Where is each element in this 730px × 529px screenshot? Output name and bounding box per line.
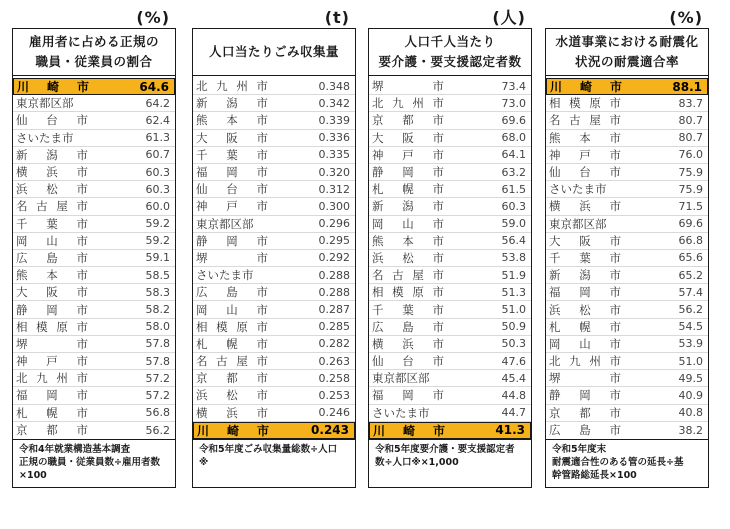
unit-label: (t) xyxy=(324,8,350,27)
city-value: 50.3 xyxy=(501,337,526,351)
city-value: 51.9 xyxy=(501,268,526,282)
city-value: 64.1 xyxy=(501,148,526,162)
table-row xyxy=(369,405,531,422)
table-row xyxy=(13,233,175,250)
city-name: 岡 山 市 xyxy=(549,336,621,351)
city-value: 44.8 xyxy=(501,388,526,402)
city-name: 浜 松 市 xyxy=(549,302,621,317)
city-name: 仙 台 市 xyxy=(16,113,88,128)
city-value: 56.2 xyxy=(145,423,170,437)
table-row xyxy=(193,301,355,318)
table-row xyxy=(369,267,531,284)
city-name: 静 岡 市 xyxy=(549,388,621,403)
city-value: 51.3 xyxy=(501,285,526,299)
table-row xyxy=(193,233,355,250)
table-row xyxy=(13,284,175,301)
city-name: 東京都区部 xyxy=(196,216,254,231)
unit-label: (人) xyxy=(492,8,526,27)
table-row xyxy=(546,405,708,422)
city-value: 47.6 xyxy=(501,354,526,368)
city-value: 0.253 xyxy=(318,388,350,402)
city-name: 名 古 屋 市 xyxy=(549,113,621,128)
table-row xyxy=(369,147,531,164)
city-value: 58.0 xyxy=(145,320,170,334)
table-row xyxy=(546,387,708,404)
city-name: 札 幌 市 xyxy=(196,336,268,351)
city-name: 北 九 州 市 xyxy=(196,79,268,94)
city-value: 59.2 xyxy=(145,217,170,231)
city-name: 名 古 屋 市 xyxy=(372,268,444,283)
city-value: 0.243 xyxy=(311,423,349,438)
table-row xyxy=(369,181,531,198)
table-row xyxy=(13,336,175,353)
city-value: 59.1 xyxy=(145,251,170,265)
city-name: 川 崎 市 xyxy=(17,80,89,95)
ranking-table xyxy=(12,28,176,440)
table-row xyxy=(13,198,175,215)
table-row xyxy=(369,164,531,181)
city-name: 熊 本 市 xyxy=(372,233,444,248)
city-name: 福 岡 市 xyxy=(16,388,88,403)
city-value: 60.3 xyxy=(145,165,170,179)
city-name: 浜 松 市 xyxy=(372,250,444,265)
city-value: 73.4 xyxy=(501,79,526,93)
city-name: 堺 市 xyxy=(372,79,444,94)
city-name: 横 浜 市 xyxy=(372,336,444,351)
city-value: 0.258 xyxy=(318,371,350,385)
table-row xyxy=(546,130,708,147)
city-name: 札 幌 市 xyxy=(372,182,444,197)
city-name: 熊 本 市 xyxy=(549,130,621,145)
city-name: 岡 山 市 xyxy=(196,302,268,317)
city-value: 57.8 xyxy=(145,354,170,368)
city-value: 49.5 xyxy=(678,371,703,385)
table-title: 人口千人当たり 要介護・要支援認定者数 xyxy=(369,29,531,76)
city-name: 横 浜 市 xyxy=(16,165,88,180)
table-row xyxy=(546,112,708,129)
city-name: 相 模 原 市 xyxy=(549,96,621,111)
city-name: 新 潟 市 xyxy=(196,96,268,111)
city-value: 76.0 xyxy=(678,148,703,162)
city-name: 堺 市 xyxy=(196,250,268,265)
city-value: 38.2 xyxy=(678,423,703,437)
table-row xyxy=(193,130,355,147)
city-value: 60.0 xyxy=(145,199,170,213)
city-value: 56.4 xyxy=(501,234,526,248)
city-name: 静 岡 市 xyxy=(16,302,88,317)
panel-care-certified xyxy=(368,8,532,488)
city-name: 札 幌 市 xyxy=(16,405,88,420)
table-row xyxy=(193,216,355,233)
table-row xyxy=(369,198,531,215)
table-row xyxy=(369,301,531,318)
city-value: 51.0 xyxy=(501,303,526,317)
city-name: 神 戸 市 xyxy=(549,147,621,162)
city-value: 73.0 xyxy=(501,96,526,110)
city-name: さいたま市 xyxy=(549,182,607,197)
city-name: 大 阪 市 xyxy=(196,130,268,145)
table-row xyxy=(546,422,708,439)
city-name: さいたま市 xyxy=(372,405,430,420)
table-row xyxy=(13,319,175,336)
highlight-row-kawasaki xyxy=(369,422,531,439)
city-name: 川 崎 市 xyxy=(373,423,445,438)
table-row xyxy=(546,319,708,336)
city-name: 静 岡 市 xyxy=(372,165,444,180)
city-name: 京 都 市 xyxy=(372,113,444,128)
table-row xyxy=(13,95,175,112)
city-value: 56.2 xyxy=(678,303,703,317)
city-name: 仙 台 市 xyxy=(196,182,268,197)
city-value: 44.7 xyxy=(501,406,526,420)
table-row xyxy=(193,405,355,422)
table-row xyxy=(369,336,531,353)
city-value: 75.9 xyxy=(678,182,703,196)
city-value: 61.3 xyxy=(145,131,170,145)
city-value: 53.8 xyxy=(501,251,526,265)
table-row xyxy=(13,422,175,439)
table-row xyxy=(13,250,175,267)
table-row xyxy=(546,370,708,387)
panel-garbage-per-capita xyxy=(192,8,356,488)
city-name: 堺 市 xyxy=(16,336,88,351)
city-value: 71.5 xyxy=(678,199,703,213)
city-value: 64.2 xyxy=(145,96,170,110)
ranking-rows xyxy=(369,76,531,439)
city-value: 57.8 xyxy=(145,337,170,351)
table-row xyxy=(13,370,175,387)
table-row xyxy=(13,164,175,181)
table-row xyxy=(369,78,531,95)
table-title: 雇用者に占める正規の 職員・従業員の割合 xyxy=(13,29,175,76)
ranking-table xyxy=(192,28,356,440)
city-name: 新 潟 市 xyxy=(372,199,444,214)
panel-water-quake-resistance xyxy=(545,8,709,488)
city-value: 60.7 xyxy=(145,148,170,162)
table-row xyxy=(546,216,708,233)
table-row xyxy=(369,233,531,250)
city-value: 69.6 xyxy=(678,217,703,231)
city-name: 千 葉 市 xyxy=(372,302,444,317)
city-name: 広 島 市 xyxy=(372,319,444,334)
city-name: 仙 台 市 xyxy=(549,165,621,180)
table-row xyxy=(193,78,355,95)
table-row xyxy=(369,112,531,129)
city-name: 福 岡 市 xyxy=(196,165,268,180)
table-row xyxy=(193,387,355,404)
table-row xyxy=(546,267,708,284)
highlight-row-kawasaki xyxy=(193,422,355,439)
table-row xyxy=(369,95,531,112)
city-name: 札 幌 市 xyxy=(549,319,621,334)
city-name: 熊 本 市 xyxy=(196,113,268,128)
city-value: 45.4 xyxy=(501,371,526,385)
city-value: 60.3 xyxy=(501,199,526,213)
city-name: 神 戸 市 xyxy=(196,199,268,214)
table-row xyxy=(193,198,355,215)
city-value: 57.2 xyxy=(145,371,170,385)
city-name: 川 崎 市 xyxy=(197,423,269,438)
city-name: 新 潟 市 xyxy=(16,147,88,162)
city-name: 大 阪 市 xyxy=(549,233,621,248)
city-name: 福 岡 市 xyxy=(549,285,621,300)
table-row xyxy=(13,387,175,404)
city-value: 0.282 xyxy=(318,337,350,351)
city-name: 京 都 市 xyxy=(16,423,88,438)
table-row xyxy=(193,370,355,387)
table-title: 人口当たりごみ収集量 xyxy=(193,29,355,76)
city-name: 名 古 屋 市 xyxy=(196,354,268,369)
city-value: 59.2 xyxy=(145,234,170,248)
ranking-rows xyxy=(546,76,708,439)
table-row xyxy=(13,181,175,198)
table-row xyxy=(193,164,355,181)
city-name: 広 島 市 xyxy=(196,285,268,300)
city-name: 熊 本 市 xyxy=(16,268,88,283)
table-row xyxy=(546,233,708,250)
city-value: 0.312 xyxy=(318,182,350,196)
table-row xyxy=(546,181,708,198)
city-name: 千 葉 市 xyxy=(16,216,88,231)
ranking-table xyxy=(368,28,532,440)
table-row xyxy=(546,353,708,370)
city-value: 0.342 xyxy=(318,96,350,110)
unit-label: (%) xyxy=(669,8,703,27)
city-name: 広 島 市 xyxy=(16,250,88,265)
table-row xyxy=(546,198,708,215)
city-value: 50.9 xyxy=(501,320,526,334)
table-row xyxy=(193,267,355,284)
city-value: 0.296 xyxy=(318,217,350,231)
city-name: 岡 山 市 xyxy=(372,216,444,231)
city-name: 広 島 市 xyxy=(549,423,621,438)
table-row xyxy=(13,147,175,164)
city-value: 0.335 xyxy=(318,148,350,162)
city-name: 川 崎 市 xyxy=(550,80,622,95)
ranking-rows xyxy=(193,76,355,439)
city-name: さいたま市 xyxy=(16,130,74,145)
source-note: 令和5年度要介護・要支援認定者 数÷人口※×1,000 xyxy=(368,440,532,488)
table-row xyxy=(369,250,531,267)
table-row xyxy=(546,250,708,267)
city-name: 浜 松 市 xyxy=(16,182,88,197)
city-value: 80.7 xyxy=(678,131,703,145)
city-value: 56.8 xyxy=(145,406,170,420)
table-row xyxy=(546,147,708,164)
city-name: 相 模 原 市 xyxy=(16,319,88,334)
table-row xyxy=(13,301,175,318)
table-row xyxy=(193,147,355,164)
table-row xyxy=(193,319,355,336)
table-row xyxy=(13,267,175,284)
city-name: 福 岡 市 xyxy=(372,388,444,403)
city-name: 東京都区部 xyxy=(372,371,430,386)
table-row xyxy=(369,370,531,387)
city-name: 北 九 州 市 xyxy=(16,371,88,386)
panel-regular-employment xyxy=(12,8,176,488)
city-value: 40.9 xyxy=(678,388,703,402)
city-name: 相 模 原 市 xyxy=(372,285,444,300)
city-value: 53.9 xyxy=(678,337,703,351)
city-name: 堺 市 xyxy=(549,371,621,386)
city-value: 68.0 xyxy=(501,131,526,145)
city-value: 41.3 xyxy=(495,423,525,438)
city-name: 相 模 原 市 xyxy=(196,319,268,334)
city-value: 0.288 xyxy=(318,285,350,299)
city-name: 仙 台 市 xyxy=(372,354,444,369)
ranking-table xyxy=(545,28,709,440)
city-value: 0.348 xyxy=(318,79,350,93)
city-value: 80.7 xyxy=(678,113,703,127)
city-value: 0.295 xyxy=(318,234,350,248)
table-row xyxy=(13,405,175,422)
city-name: 新 潟 市 xyxy=(549,268,621,283)
table-row xyxy=(193,250,355,267)
city-name: 名 古 屋 市 xyxy=(16,199,88,214)
city-value: 58.3 xyxy=(145,285,170,299)
city-value: 57.2 xyxy=(145,388,170,402)
ranking-rows xyxy=(13,76,175,439)
city-name: 神 戸 市 xyxy=(372,147,444,162)
table-row xyxy=(193,181,355,198)
table-row xyxy=(369,319,531,336)
city-name: 岡 山 市 xyxy=(16,233,88,248)
table-row xyxy=(13,353,175,370)
table-row xyxy=(546,164,708,181)
city-name: 大 阪 市 xyxy=(16,285,88,300)
city-value: 58.5 xyxy=(145,268,170,282)
table-row xyxy=(369,353,531,370)
city-value: 0.292 xyxy=(318,251,350,265)
table-row xyxy=(193,95,355,112)
city-value: 0.339 xyxy=(318,113,350,127)
city-value: 88.1 xyxy=(672,79,702,94)
city-name: 横 浜 市 xyxy=(196,405,268,420)
city-value: 0.300 xyxy=(318,199,350,213)
city-name: さいたま市 xyxy=(196,268,254,283)
city-value: 60.3 xyxy=(145,182,170,196)
city-name: 大 阪 市 xyxy=(372,130,444,145)
table-row xyxy=(13,216,175,233)
city-value: 64.6 xyxy=(139,79,169,94)
unit-label: (%) xyxy=(136,8,170,27)
city-value: 54.5 xyxy=(678,320,703,334)
city-name: 東京都区部 xyxy=(549,216,607,231)
highlight-row-kawasaki xyxy=(546,78,708,95)
table-title: 水道事業における耐震化 状況の耐震適合率 xyxy=(546,29,708,76)
city-value: 62.4 xyxy=(145,113,170,127)
table-row xyxy=(546,336,708,353)
city-name: 京 都 市 xyxy=(196,371,268,386)
city-value: 57.4 xyxy=(678,285,703,299)
table-row xyxy=(369,284,531,301)
source-note: 令和5年度末 耐震適合性のある管の延長÷基 幹管路総延長×100 xyxy=(545,440,709,488)
city-value: 83.7 xyxy=(678,96,703,110)
source-note: 令和5年度ごみ収集量総数÷人口 ※ xyxy=(192,440,356,488)
table-row xyxy=(193,336,355,353)
city-value: 0.246 xyxy=(318,406,350,420)
city-value: 61.5 xyxy=(501,182,526,196)
city-value: 75.9 xyxy=(678,165,703,179)
table-row xyxy=(369,130,531,147)
table-row xyxy=(369,216,531,233)
table-row xyxy=(546,284,708,301)
city-name: 静 岡 市 xyxy=(196,233,268,248)
city-value: 0.263 xyxy=(318,354,350,368)
city-value: 66.8 xyxy=(678,234,703,248)
table-row xyxy=(193,353,355,370)
city-value: 51.0 xyxy=(678,354,703,368)
city-value: 0.336 xyxy=(318,131,350,145)
table-row xyxy=(193,284,355,301)
table-row xyxy=(546,301,708,318)
table-row xyxy=(193,112,355,129)
highlight-row-kawasaki xyxy=(13,78,175,95)
city-name: 千 葉 市 xyxy=(549,250,621,265)
city-value: 65.2 xyxy=(678,268,703,282)
table-row xyxy=(13,112,175,129)
table-row xyxy=(546,95,708,112)
city-name: 北 九 州 市 xyxy=(549,354,621,369)
city-value: 0.287 xyxy=(318,303,350,317)
city-name: 北 九 州 市 xyxy=(372,96,444,111)
city-value: 63.2 xyxy=(501,165,526,179)
city-value: 65.6 xyxy=(678,251,703,265)
city-value: 0.320 xyxy=(318,165,350,179)
table-row xyxy=(13,130,175,147)
table-row xyxy=(369,387,531,404)
city-name: 浜 松 市 xyxy=(196,388,268,403)
city-name: 横 浜 市 xyxy=(549,199,621,214)
city-name: 千 葉 市 xyxy=(196,147,268,162)
city-name: 東京都区部 xyxy=(16,96,74,111)
city-name: 京 都 市 xyxy=(549,405,621,420)
city-value: 69.6 xyxy=(501,113,526,127)
city-value: 59.0 xyxy=(501,217,526,231)
city-value: 40.8 xyxy=(678,406,703,420)
city-name: 神 戸 市 xyxy=(16,354,88,369)
city-value: 0.288 xyxy=(318,268,350,282)
source-note: 令和4年就業構造基本調査 正規の職員・従業員数÷雇用者数 ×100 xyxy=(12,440,176,488)
city-value: 0.285 xyxy=(318,320,350,334)
city-value: 58.2 xyxy=(145,303,170,317)
